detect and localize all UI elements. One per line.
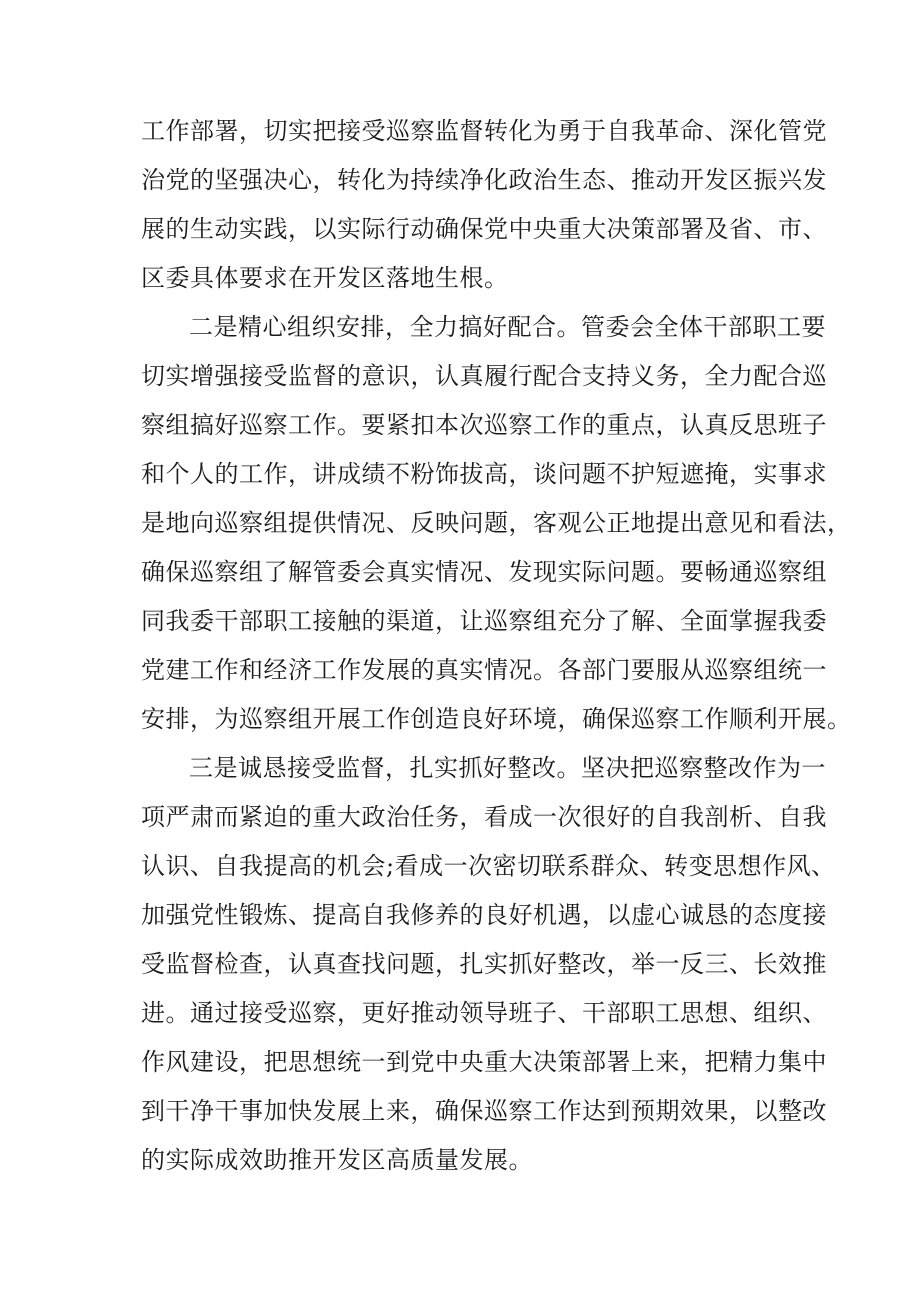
- text-line: 认识、自我提高的机会;看成一次密切联系群众、转变思想作风、: [141, 852, 836, 880]
- text-line: 项严肃而紧迫的重大政治任务，看成一次很好的自我剖析、自我: [141, 803, 827, 831]
- text-line: 加强党性锻炼、提高自我修养的良好机遇，以虚心诚恳的态度接: [141, 901, 827, 929]
- text-line: 确保巡察组了解管委会真实情况、发现实际问题。要畅通巡察组: [141, 558, 827, 586]
- text-line: 展的生动实践，以实际行动确保党中央重大决策部署及省、市、: [141, 215, 827, 243]
- text-line: 工作部署，切实把接受巡察监督转化为勇于自我革命、深化管党: [141, 117, 827, 145]
- paragraph-heading-line: 二是精心组织安排，全力搞好配合。管委会全体干部职工要: [189, 313, 826, 341]
- text-line: 察组搞好巡察工作。要紧扣本次巡察工作的重点，认真反思班子: [141, 411, 827, 439]
- text-line: 作风建设，把思想统一到党中央重大决策部署上来，把精力集中: [141, 1048, 827, 1076]
- paragraph-heading-line: 三是诚恳接受监督，扎实抓好整改。坚决把巡察整改作为一: [189, 754, 826, 782]
- text-line: 和个人的工作，讲成绩不粉饰拔高，谈问题不护短遮掩，实事求: [141, 460, 827, 488]
- text-line: 到干净干事加快发展上来，确保巡察工作达到预期效果，以整改: [141, 1097, 827, 1125]
- text-line: 的实际成效助推开发区高质量发展。: [141, 1146, 533, 1174]
- text-line: 区委具体要求在开发区落地生根。: [141, 264, 509, 292]
- text-line: 同我委干部职工接触的渠道，让巡察组充分了解、全面掌握我委: [141, 607, 827, 635]
- text-line: 受监督检查，认真查找问题，扎实抓好整改，举一反三、长效推: [141, 950, 827, 978]
- text-line: 安排，为巡察组开展工作创造良好环境，确保巡察工作顺利开展。: [141, 705, 852, 733]
- text-line: 党建工作和经济工作发展的真实情况。各部门要服从巡察组统一: [141, 656, 827, 684]
- text-line: 进。通过接受巡察，更好推动领导班子、干部职工思想、组织、: [141, 999, 827, 1027]
- text-line: 切实增强接受监督的意识，认真履行配合支持义务，全力配合巡: [141, 362, 827, 390]
- text-line: 是地向巡察组提供情况、反映问题，客观公正地提出意见和看法，: [141, 509, 852, 537]
- text-line: 治党的坚强决心，转化为持续净化政治生态、推动开发区振兴发: [141, 166, 827, 194]
